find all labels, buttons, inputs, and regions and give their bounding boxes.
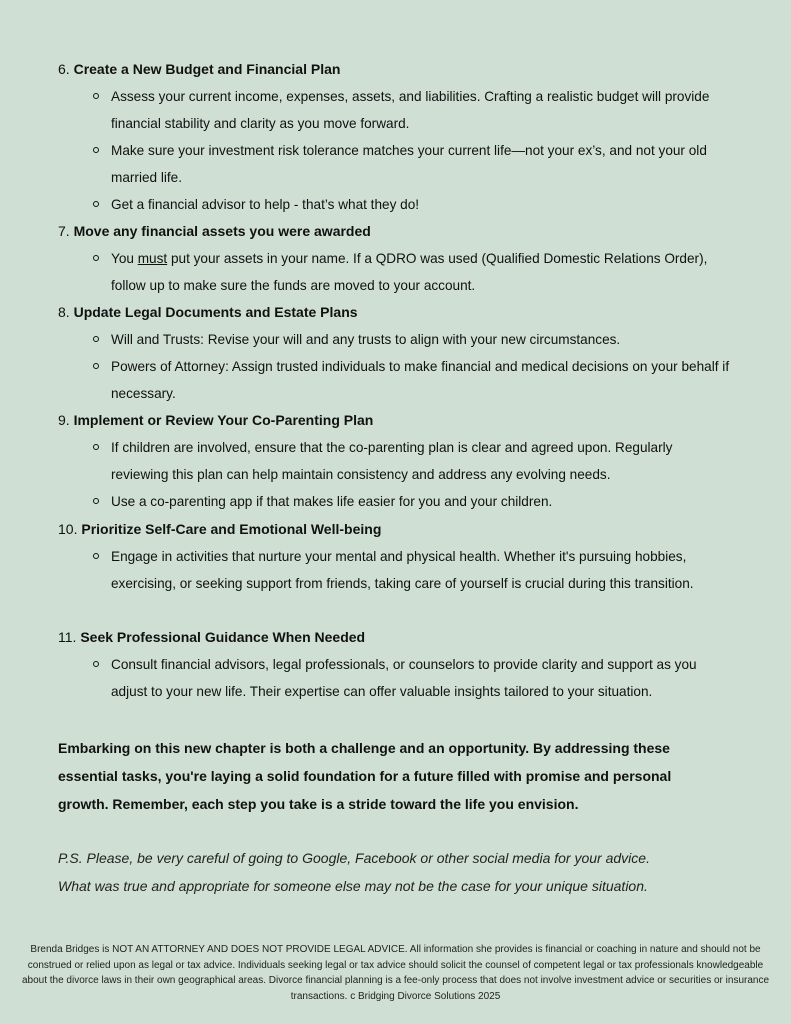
section-9 xyxy=(58,407,758,515)
section-title: Create a New Budget and Financial Plan xyxy=(73,61,341,77)
bullet-list xyxy=(58,83,758,218)
section-heading xyxy=(58,624,758,651)
list-item: Use a co-parenting app if that makes life easier for you and your children. xyxy=(58,488,731,515)
list-item xyxy=(58,245,731,299)
bullet-list xyxy=(58,543,758,597)
list-item: Get a financial advisor to help - that’s what they do! xyxy=(58,191,731,218)
list-item: Assess your current income, expenses, assets, and liabilities. Crafting a realistic budget will provide financial stability and clarity as you move forward. xyxy=(58,83,731,137)
text-fragment: put your assets in your name. If a QDRO was used (Qualified Domestic Relations Order), follow up to make sure the funds are moved to your account. xyxy=(111,251,708,293)
closing-line: essential tasks, you're laying a solid foundation for a future filled with promise and personal xyxy=(58,768,672,784)
postscript-line: What was true and appropriate for someone else may not be the case for your unique situation. xyxy=(58,878,648,894)
list-item: Powers of Attorney: Assign trusted individuals to make financial and medical decisions on your behalf if necessary. xyxy=(58,353,731,407)
text-fragment: You xyxy=(111,251,138,266)
list-item: Consult financial advisors, legal professionals, or counselors to provide clarity and support as you adjust to your new life. Their expertise can offer valuable insights tailored to your situation. xyxy=(58,651,731,705)
section-title: Implement or Review Your Co-Parenting Plan xyxy=(73,412,374,428)
list-item: Engage in activities that nurture your mental and physical health. Whether it's pursuing hobbies, exercising, or seeking support from friends, taking care of yourself is crucial during this transition. xyxy=(58,543,731,597)
section-title: Prioritize Self-Care and Emotional Well-being xyxy=(81,521,382,537)
closing-line: growth. Remember, each step you take is a stride toward the life you envision. xyxy=(58,796,579,812)
section-heading xyxy=(58,407,758,434)
section-heading xyxy=(58,56,758,83)
bullet-list xyxy=(58,434,758,515)
closing-paragraph xyxy=(58,734,738,818)
section-number: 10. xyxy=(58,521,78,537)
section-number: 11. xyxy=(58,629,77,645)
section-number: 9. xyxy=(58,412,70,428)
section-title: Seek Professional Guidance When Needed xyxy=(80,629,366,645)
underlined-text: must xyxy=(137,251,168,266)
list-item: Make sure your investment risk tolerance matches your current life—not your ex’s, and not your old married life. xyxy=(58,137,731,191)
section-heading xyxy=(58,218,758,245)
section-7 xyxy=(58,218,758,299)
section-title: Update Legal Documents and Estate Plans xyxy=(73,304,358,320)
section-6 xyxy=(58,56,758,218)
section-number: 6. xyxy=(58,61,70,77)
bullet-list xyxy=(58,326,758,407)
list-item: If children are involved, ensure that the co-parenting plan is clear and agreed upon. Regularly reviewing this plan can help maintain consistency and address any evolving needs. xyxy=(58,434,731,488)
section-10 xyxy=(58,516,758,597)
section-heading xyxy=(58,299,758,326)
bullet-list xyxy=(58,245,758,299)
section-11 xyxy=(58,624,758,705)
section-number: 8. xyxy=(58,304,70,320)
section-heading xyxy=(58,516,758,543)
closing-line: Embarking on this new chapter is both a challenge and an opportunity. By addressing these xyxy=(58,740,670,756)
section-8 xyxy=(58,299,758,407)
legal-disclaimer: Brenda Bridges is NOT AN ATTORNEY AND DOES NOT PROVIDE LEGAL ADVICE. All information she provides is financial or coaching in nature and should not be construed or relied upon as legal or tax advice. Individuals seeking legal or tax advice should solicit the counsel of competent legal or tax professionals knowledgeable about the divorce laws in their own geographical areas. Divorce financial planning is a fee-only process that does not involve investment advice or securities or insurance transactions. c Bridging Divorce Solutions 2025 xyxy=(21,944,770,1002)
section-number: 7. xyxy=(58,223,70,239)
bullet-list xyxy=(58,651,758,705)
postscript xyxy=(58,844,738,900)
section-title: Move any financial assets you were awarded xyxy=(73,223,371,239)
list-item: Will and Trusts: Revise your will and any trusts to align with your new circumstances. xyxy=(58,326,731,353)
postscript-line: P.S. Please, be very careful of going to Google, Facebook or other social media for your advice. xyxy=(58,850,650,866)
